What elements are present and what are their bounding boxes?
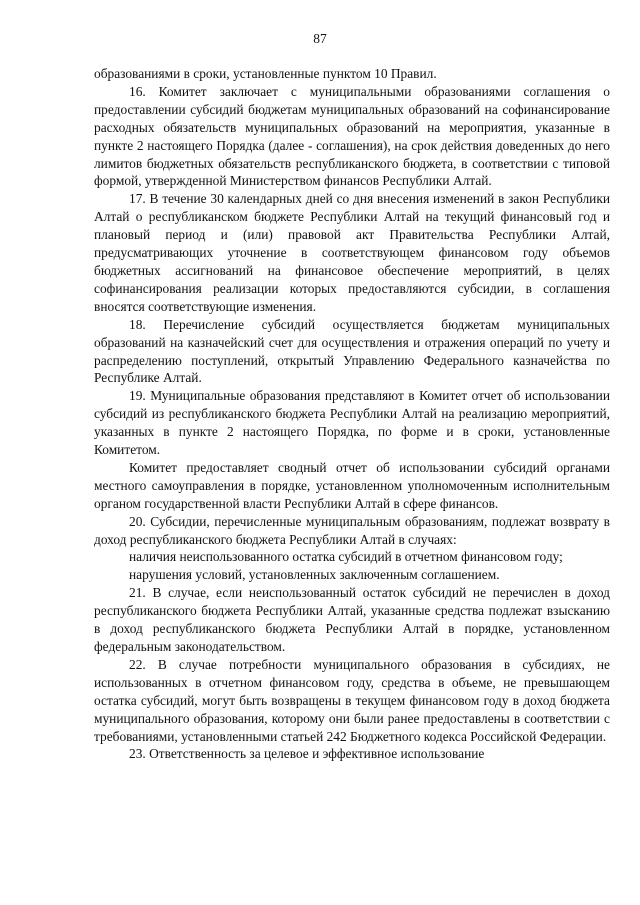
paragraph-21: 21. В случае, если неиспользованный остаток субсидий не перечислен в доход республиканского бюджета Республики Алтай, указанные средства подлежат взысканию в доход республиканского бюджета Республики Алтай в порядке, установленном федеральным законодательством. <box>94 585 610 654</box>
paragraph-continuation: образованиями в сроки, установленные пунктом 10 Правил. <box>94 66 437 81</box>
paragraph-22: 22. В случае потребности муниципального образования в субсидиях, не использованных в отчетном финансовом году, средства в объеме, не превышающем остатка субсидий, могут быть возвращены в текущем финансовом году в доход бюджета муниципального образования, которому они были ранее предоставлены в соответствии с требованиями, установленными статьей 242 Бюджетного кодекса Российской Федерации. <box>94 656 610 744</box>
paragraph-20: 20. Субсидии, перечисленные муниципальным образованиям, подлежат возврату в доход республиканского бюджета Республики Алтай в случаях: <box>94 513 610 547</box>
page-number: 87 <box>313 31 327 46</box>
paragraph-23: 23. Ответственность за целевое и эффективное использование <box>129 746 485 762</box>
paragraph-20-case-2: нарушения условий, установленных заключенным соглашением. <box>129 567 500 583</box>
paragraph-19: 19. Муниципальные образования представляют в Комитет отчет об использовании субсидий из республиканского бюджета Республики Алтай на реализацию мероприятий, указанных в пункте 2 настоящего Порядка, по форме и в сроки, установленные Комитетом. <box>94 388 610 458</box>
paragraph-19-report: Комитет предоставляет сводный отчет об использовании субсидий органами местного самоуправления в порядке, установленном уполномоченным исполнительным органом государственной власти Республики Алтай в сфере финансов. <box>94 459 610 511</box>
paragraph-17: 17. В течение 30 календарных дней со дня внесения изменений в закон Республики Алтай о республиканском бюджете Республики Алтай на текущий финансовый год и плановый период и (или) правовой акт Правительства Республики Алтай, предусматривающих уточнение в соответствующем финансовом году объемов бюджетных ассигнований на финансовое обеспечение мероприятий, в целях софинансирования реализации которых предоставляются субсидии, в соглашения вносятся соответствующие изменения. <box>94 191 610 314</box>
paragraph-20-case-1: наличия неиспользованного остатка субсидий в отчетном финансовом году; <box>129 549 563 565</box>
paragraph-18: 18. Перечисление субсидий осуществляется бюджетам муниципальных образований на казначейский счет для осуществления и отражения операций по учету и распределению поступлений, открытый Управлению Федерального казначейства по Республике Алтай. <box>94 316 610 386</box>
paragraph-16: 16. Комитет заключает с муниципальными образованиями соглашения о предоставлении субсидий бюджетам муниципальных образований на софинансирование расходных обязательств муниципальных образований на мероприятия, указанные в пункте 2 настоящего Порядка (далее - соглашения), на срок действия доведенных до него лимитов бюджетных обязательств республиканского бюджета, в соответствии с типовой формой, утвержденной Министерством финансов Республики Алтай. <box>94 83 610 189</box>
page-body <box>94 65 610 763</box>
